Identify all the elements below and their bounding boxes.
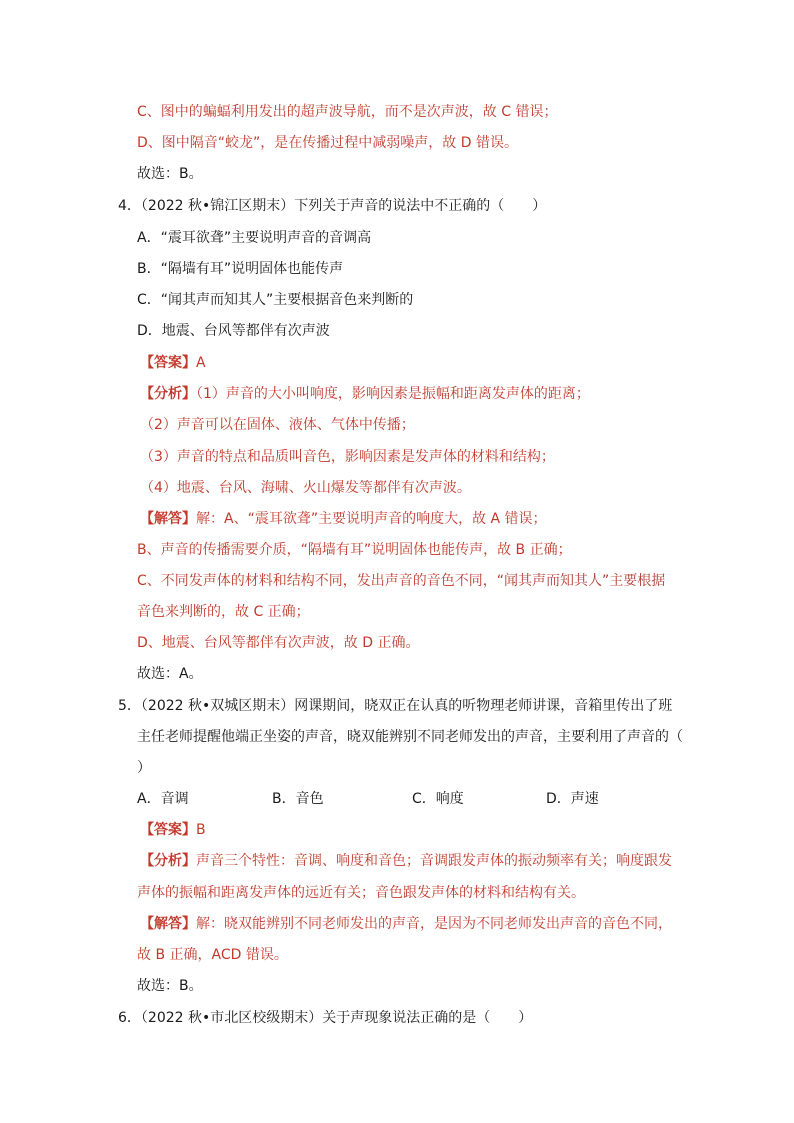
prev-option-d-explanation: D、图中隔音“蛟龙”，是在传播过程中减弱噪声，故 D 错误。	[137, 135, 518, 151]
q5-option-c: C．响度	[412, 791, 464, 807]
q5-option-b: B．音色	[272, 791, 324, 807]
q5-stem-line-1: 5．（2022 秋•双城区期末）网课期间，晓双正在认真的听物理老师讲课，音箱里传出了班	[118, 698, 673, 714]
q4-solution-line-5: D、地震、台风等都伴有次声波，故 D 正确。	[137, 635, 420, 651]
q4-choose: 故选：A。	[137, 666, 203, 682]
answer-value: A	[196, 355, 206, 371]
prev-choose: 故选：B。	[137, 166, 203, 182]
q4-option-b: B．“隔墙有耳”说明固体也能传声	[137, 261, 344, 277]
q4-solution-line-4: 音色来判断的，故 C 正确；	[137, 604, 310, 620]
answer-tag: 【答案】	[140, 822, 196, 838]
solution-text: 解：晓双能辨别不同老师发出的声音，是因为不同老师发出声音的音色不同，	[196, 916, 672, 932]
q5-stem-line-3: ）	[137, 760, 151, 776]
solution-text: 解：A、“震耳欲聋”主要说明声音的响度大，故 A 错误；	[196, 511, 547, 527]
prev-option-c-explanation: C、图中的蝙蝠利用发出的超声波导航，而不是次声波，故 C 错误；	[137, 104, 558, 120]
q6-stem: 6．（2022 秋•市北区校级期末）关于声现象说法正确的是（ ）	[118, 1010, 533, 1026]
q5-stem-line-2: 主任老师提醒他端正坐姿的声音，晓双能辨别不同老师发出的声音，主要利用了声音的（	[137, 729, 683, 745]
solution-quote: “闻其声而知其人”主要根据	[496, 573, 666, 589]
q4-solution-line-2: B、声音的传播需要介质，“隔墙有耳”说明固体也能传声，故 B 正确；	[137, 542, 572, 558]
solution-tag: 【解答】	[140, 916, 196, 932]
q4-solution-line-1	[140, 509, 547, 529]
q4-answer	[140, 353, 206, 373]
q5-option-d: D．声速	[546, 791, 599, 807]
q4-option-a: A．“震耳欲聋”主要说明声音的音调高	[137, 230, 372, 246]
q4-option-c: C．“闻其声而知其人”主要根据音色来判断的	[137, 292, 414, 308]
q5-analysis-line-2: 声体的振幅和距离发声体的远近有关；音色跟发声体的材料和结构有关。	[137, 885, 585, 901]
q5-solution-line-1	[140, 914, 672, 934]
q5-answer	[140, 820, 206, 840]
solution-tag: 【解答】	[140, 511, 196, 527]
solution-text: C、不同发声体的材料和结构不同，发出声音的音色不同，	[137, 573, 497, 589]
q4-analysis-line-2: （2）声音可以在固体、液体、气体中传播；	[140, 417, 415, 433]
q4-analysis-line-4: （4）地震、台风、海啸、火山爆发等都伴有次声波。	[140, 480, 471, 496]
q4-option-d: D．地震、台风等都伴有次声波	[137, 323, 330, 339]
q5-choose: 故选：B。	[137, 978, 203, 994]
answer-tag: 【答案】	[140, 355, 196, 371]
answer-value: B	[196, 822, 206, 838]
q5-option-a: A．音调	[137, 791, 189, 807]
q5-solution-line-2: 故 B 正确，ACD 错误。	[137, 947, 288, 963]
analysis-text: （1）声音的大小叫响度，影响因素是振幅和距离发声体的距离；	[196, 386, 590, 402]
q4-stem: 4．（2022 秋•锦江区期末）下列关于声音的说法中不正确的（ ）	[118, 198, 547, 214]
q4-analysis-line-3: （3）声音的特点和品质叫音色，影响因素是发声体的材料和结构；	[140, 449, 555, 465]
analysis-tag: 【分析】	[140, 853, 196, 869]
analysis-tag: 【分析】	[140, 386, 196, 402]
q4-solution-line-3	[137, 571, 665, 591]
q4-analysis-line-1	[140, 384, 590, 404]
q5-analysis-line-1	[140, 851, 672, 871]
analysis-text: 声音三个特性：音调、响度和音色；音调跟发声体的振动频率有关；响度跟发	[196, 853, 672, 869]
